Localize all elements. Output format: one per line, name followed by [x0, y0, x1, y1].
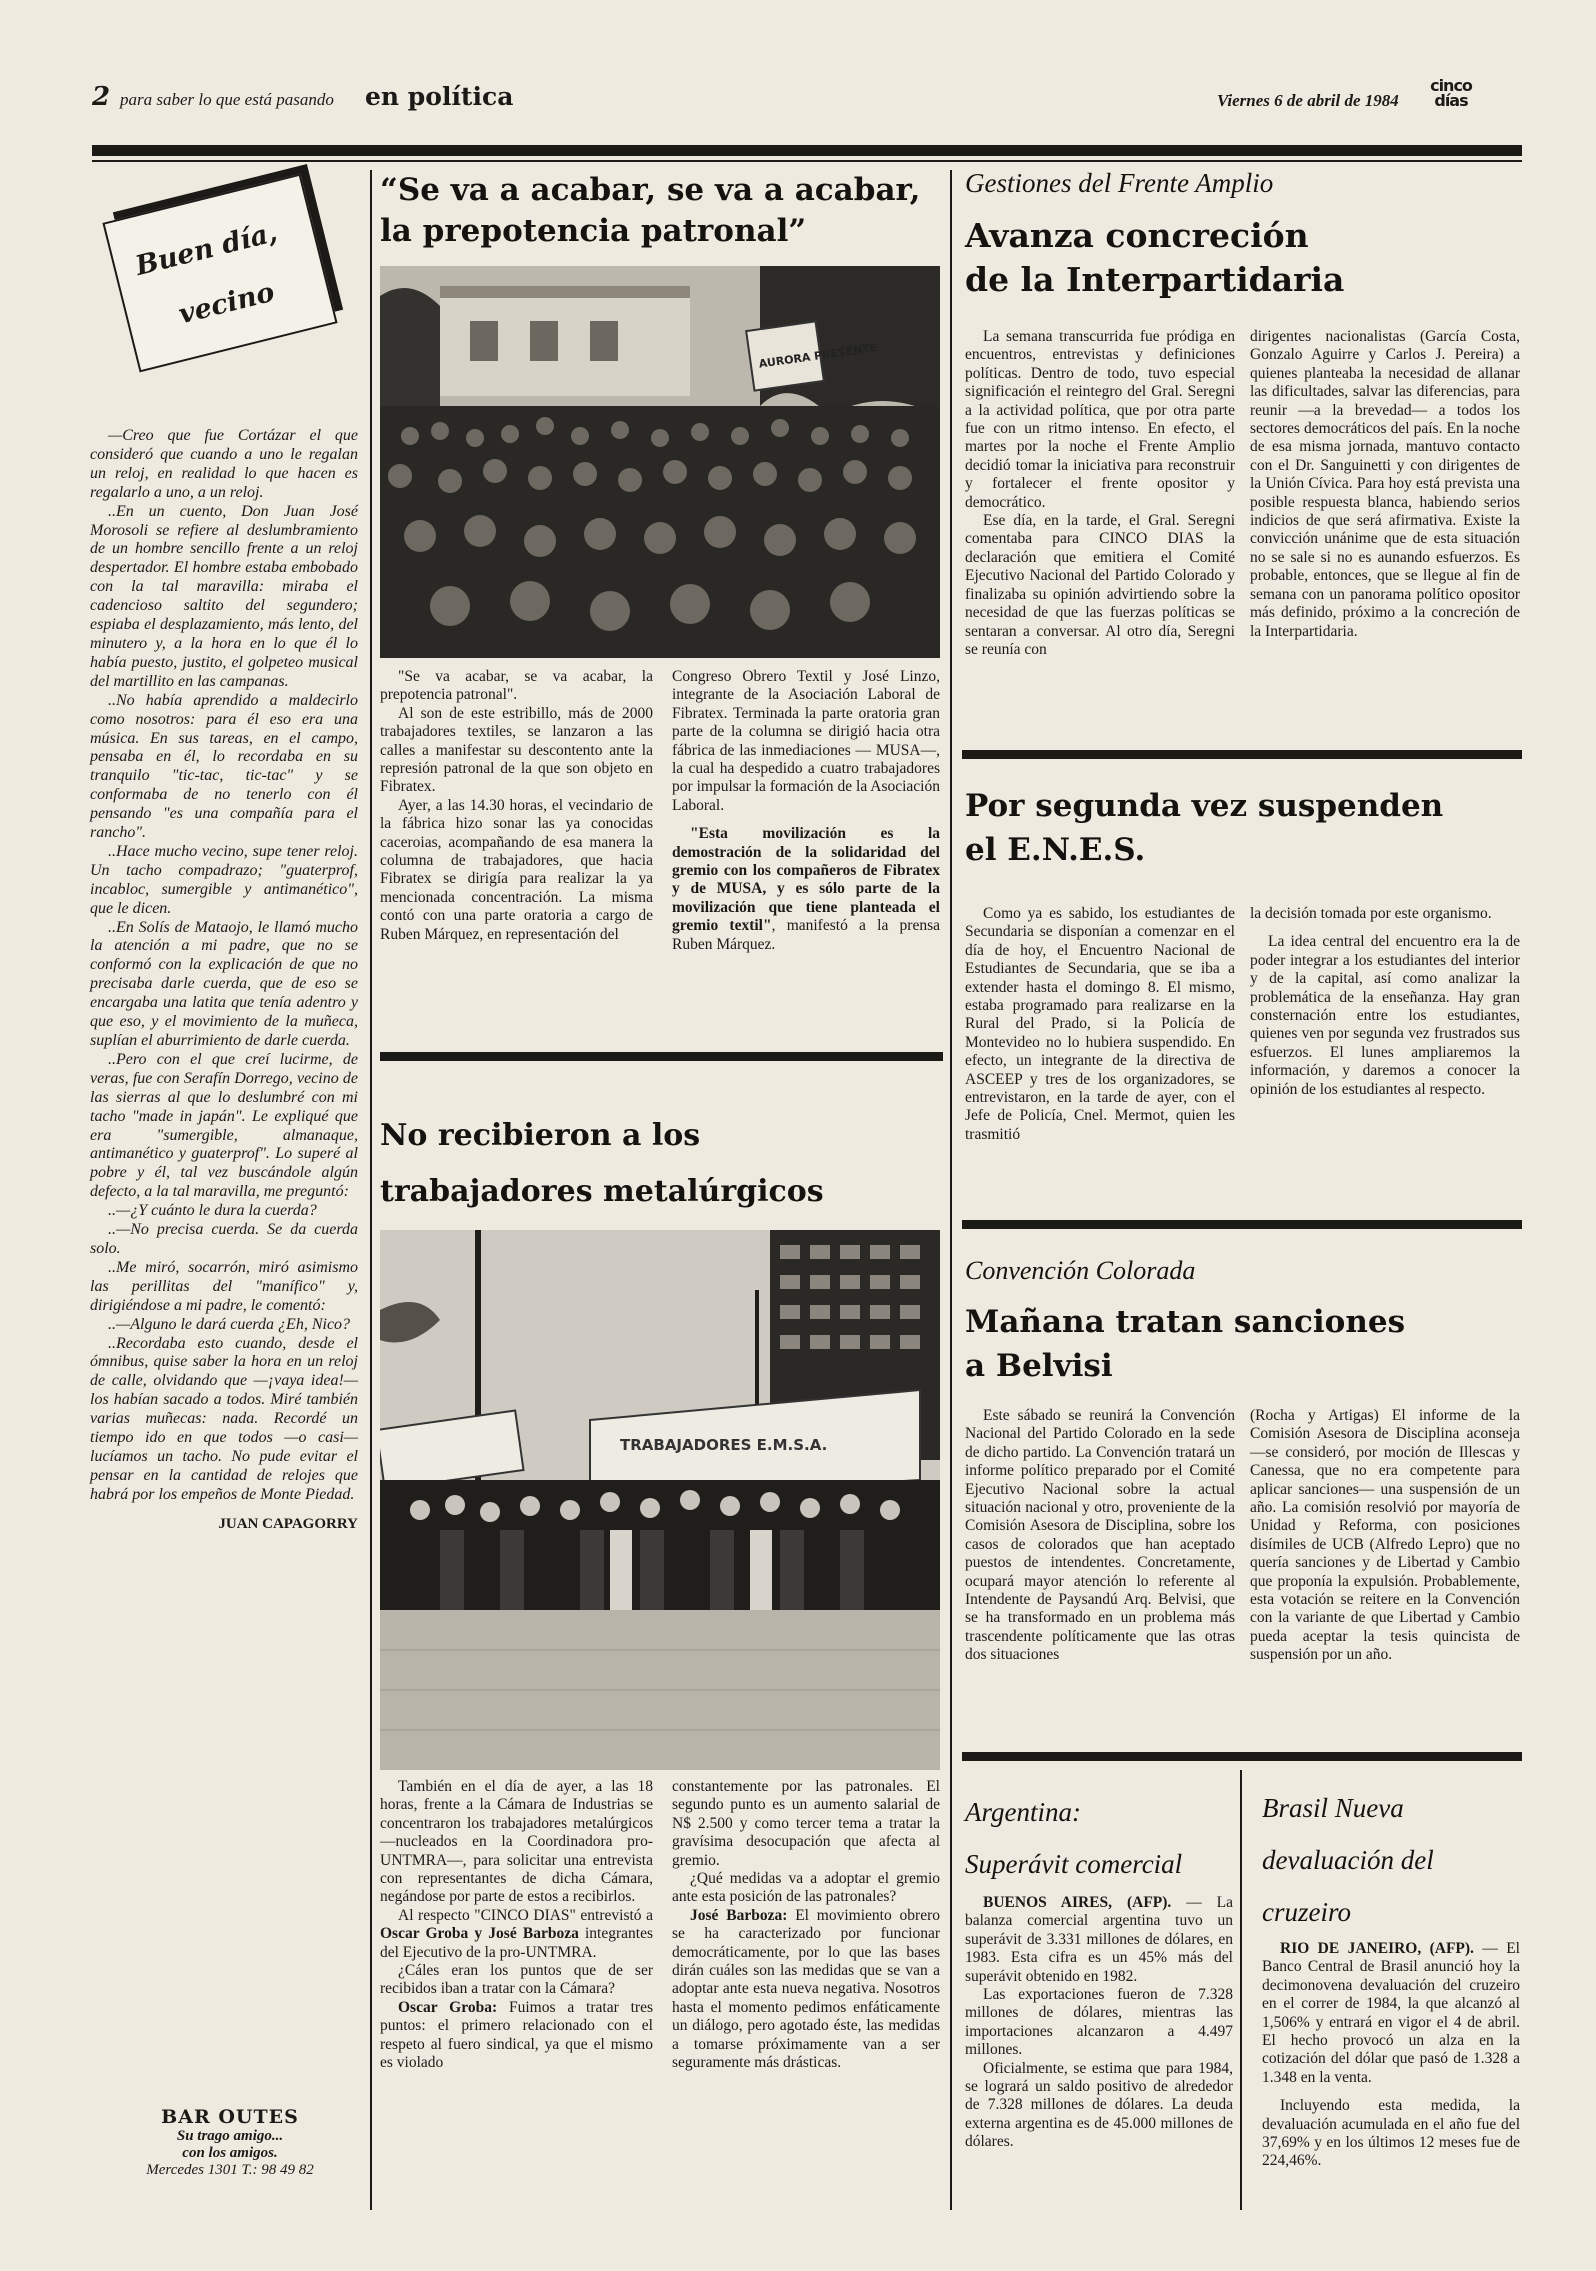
- headline-line: “Se va a acabar, se va a acabar,: [380, 172, 921, 208]
- paragraph: [672, 825, 940, 954]
- paragraph: ..Recordaba esto cuando, desde el ómnibus, quise saber la hora en un reloj de calle, olvidando que —¡vaya idea!— los habían sacado a todos. Miré también varias muñecas: nada. Recordé un tiempo ido en que todos —o casi— lucíamos un tacho. No pude evitar el pensar en la cantidad de relojes que habrá por los empeños de Monte Piedad.: [90, 1334, 358, 1503]
- speaker-name: José Barboza:: [690, 1906, 788, 1924]
- paragraph: (Rocha y Artigas) El informe de la Comisión Asesora de Disciplina aconseja —se consideró, por moción de Illescas y Canessa, que no era competente para aplicar sanciones— una suspensión de un año. La comisión resolvió por mayoría de Unidad y Reforma, con posiciones disímiles de UCB (Alfredo Lepro) que no quería sanciones y de Libertad y Cambio que proponía la expulsión. Probablemente, esta votación se reitere en la Convención con la variante de que Libertad y Cambio pueda aceptar la tesis quincista de suspensión por un año.: [1250, 1407, 1520, 1664]
- headline-line: la prepotencia patronal”: [380, 213, 807, 249]
- headline-line: Avanza concreción: [965, 216, 1309, 255]
- author-signature: JUAN CAPAGORRY: [218, 1515, 358, 1532]
- ad-name: BAR OUTES: [161, 2106, 299, 2128]
- paragraph: Oficialmente, se estima que para 1984, se logrará un saldo positivo de alrededor de 7.328 millones de dólares. La deuda externa argentina es de 45.000 millones de dólares.: [965, 2059, 1233, 2151]
- paragraph: ..Pero con el que creí lucirme, de veras, fue con Serafín Dorrego, vecino de las sierras al que lo deslumbré con mi tacho "made in japán". Le expliqué que era "sumergible, almanaque, antimanético y guaterprof". Lo superé al pobre y él, tal vez buscándole algún defecto, a la tal maravilla, me preguntó:: [90, 1050, 358, 1201]
- paragraph: ..—¿Y cuánto le dura la cuerda?: [108, 1202, 317, 1220]
- dateline: BUENOS AIRES, (AFP).: [983, 1894, 1172, 1911]
- headline-line: trabajadores metalúrgicos: [380, 1174, 824, 1209]
- speaker-name: Oscar Groba:: [398, 1998, 498, 2016]
- kicker-line: cruzeiro: [1262, 1897, 1351, 1927]
- headline-line: el E.N.E.S.: [965, 832, 1146, 868]
- masthead: [92, 78, 1522, 118]
- paragraph: [965, 1894, 1233, 1986]
- paragraph: La semana transcurrida fue pródiga en encuentros, entrevistas y definiciones políticas. Dentro de todo, tuvo especial significación el reintegro del Gral. Seregni a la actividad política, que por otra parte fue con un ritmo intenso. En efecto, el martes por la noche el Frente Amplio decidió tomar la iniciativa para reconstruir y fortalecer el frente opositor y democrático.: [965, 328, 1235, 511]
- paragraph: [380, 1907, 653, 1962]
- paragraph: "Se va acabar, se va acabar, la prepotencia patronal".: [380, 668, 653, 704]
- text-run: — El Banco Central de Brasil anunció hoy la decimonovena devaluación del cruzeiro en el correr de 1984, la que alcanzó al 1,506% y entrará en vigor el 4 de abril. El hecho provocó un alza en la cotización del dólar que pasó de 1.328 a 1.348 en la venta.: [1262, 1940, 1520, 2086]
- buen-dia-box: [88, 176, 358, 356]
- fibratex-col-2: [672, 668, 940, 954]
- frente-col-1: [965, 328, 1235, 659]
- enes-headline: [965, 784, 1520, 872]
- paragraph: También en el día de ayer, a las 18 horas, frente a la Cámara de Industrias se concentraron los trabajadores metalúrgicos —nucleados en la Coordinadora pro-UNTMRA—, para solicitar una entrevista con representantes de dicha Cámara, negándose por parte de estos a recibirlos.: [380, 1778, 653, 1906]
- bold-quote: "Esta movilización es la demostración de la solidaridad del gremio con los compañeros de Fibratex y de MUSA, y es sólo parte de la movilización que tiene planteada el gremio textil": [672, 825, 940, 935]
- bold-names: Oscar Groba y José Barboza: [380, 1925, 579, 1943]
- paragraph: Ese día, en la tarde, el Gral. Seregni comentaba para CINCO DIAS la declaración que emitiera el Comité Ejecutivo Nacional del Partido Colorado y finalizaba su opinión advirtiendo sobre la necesidad de que las fuerzas políticas se sentaran a conversar. Al otro día, Seregni se reunía con: [965, 512, 1235, 658]
- headline-line: Por segunda vez suspenden: [965, 788, 1444, 824]
- banner-text: TRABAJADORES E.M.S.A.: [620, 1436, 828, 1454]
- masthead-tagline: para saber lo que está pasando: [120, 90, 334, 109]
- paragraph: Al son de este estribillo, más de 2000 trabajadores textiles, se lanzaron a las calles a manifestar su descontento ante la represión patronal de la que son objeto en Fibratex.: [380, 704, 653, 796]
- colorada-col-1: [965, 1407, 1235, 1665]
- text-run: Al respecto "CINCO DIAS" entrevistó a: [398, 1906, 653, 1924]
- fibratex-col-1: [380, 668, 653, 944]
- section-rule: [962, 1220, 1522, 1229]
- frente-headline: [965, 214, 1520, 302]
- column-divider: [950, 170, 952, 2210]
- paragraph: ..No había aprendido a maldecirlo como nosotros: para él eso era una música. En sus tareas, en el campo, pensaba en él, lo recordaba en su tranquilo "tic-tac, tic-tac" y se conformaba de no tenerlo con él pensando "es una compañía para el rancho".: [90, 691, 358, 842]
- paragraph: constantemente por las patronales. El segundo punto es un aumento salarial de N$ 2.500 y como tercer tema a tratar la gravísima desocupación que afecta al gremio.: [672, 1778, 940, 1869]
- page-number: 2: [92, 82, 111, 112]
- crowd-photo-illustration: [380, 266, 940, 658]
- paragraph: La idea central del encuentro era la de poder integrar a los estudiantes del interior y de la capital, así como analizar la problemática de la enseñanza. Hay gran consternación entre los estudiantes, quienes ven por segunda vez frustrados sus esfuerzos. El lunes ampliaremos la información, y daremos a conocer la opinión de los estudiantes al respecto.: [1250, 933, 1520, 1098]
- headline-line: de la Interpartidaria: [965, 260, 1345, 299]
- colorada-headline: [965, 1300, 1520, 1388]
- section-rule: [380, 1052, 943, 1061]
- headline-line: Mañana tratan sanciones: [965, 1304, 1406, 1340]
- frente-kicker: Gestiones del Frente Amplio: [965, 168, 1274, 198]
- paragraph: —Creo que fue Cortázar el que consideró que cuando a uno le regalan un reloj, en realidad lo que hacen es regalarlo a uno, a un reloj.: [90, 427, 358, 501]
- kicker-line: devaluación del: [1262, 1845, 1434, 1875]
- paragraph: Congreso Obrero Textil y José Linzo, integrante de la Asociación Laboral de Fibratex. Terminada la parte oratoria gran parte de la columna se dirigió hacia otra fábrica de las inmediaciones — MUSA—, la cual ha despedido a cuatro trabajadores por impulsar la formación de la Asociación Laboral.: [672, 668, 940, 814]
- fibratex-protest-photo: [380, 266, 940, 658]
- buen-dia-title-1: Buen día,: [132, 216, 281, 283]
- text-run: Fuimos a tratar tres puntos: el primero relacionado con el respeto al fuero sindical, ya que el mismo es violado: [380, 1998, 653, 2072]
- enes-col-2: [1250, 905, 1520, 1099]
- ad-line: con los amigos.: [182, 2145, 278, 2161]
- paragraph: Este sábado se reunirá la Convención Nacional del Partido Colorado en la sede de dicho partido. La Convención tratará un informe político preparado por el Comité Ejecutivo Nacional sobre la actual situación nacional y otro, proveniente de la Comisión Asesora de Disciplina, sobre los casos de colorados que han aceptado puestos de intendentes. Concretamente, ocupará mayor atención lo referente al Intendente de Paysandú Arq. Belvisi, que se ha transformado en un problema más trascendente políticamente que las otras dos situaciones: [965, 1407, 1235, 1664]
- masthead-rule: [92, 145, 1522, 156]
- text-run: El movimiento obrero se ha caracterizado por funcionar democráticamente, por lo que las bases dirán cuáles son las medidas que se van a adoptar ante esta nueva negativa. Nosotros hasta el momento pedimos enfáticamente un diálogo, pero agotado éste, las medidas a tomarse próximamente van a ser seguramente más drásticas.: [672, 1906, 940, 2072]
- masthead-rule-thin: [92, 160, 1522, 162]
- dateline: RIO DE JANEIRO, (AFP).: [1280, 1940, 1474, 1957]
- ad-line: Mercedes 1301 T.: 98 49 82: [146, 2162, 314, 2178]
- ad-line: Su trago amigo...: [176, 2128, 284, 2144]
- headline-line: No recibieron a los: [380, 1118, 701, 1153]
- fibratex-headline: [380, 170, 940, 252]
- paragraph: Ayer, a las 14.30 horas, el vecindario de la fábrica hizo sonar las ya conocidas caceroias, acompañando de esa manera la columna de trabajadores, que hacia Fibratex se dirigía para realizar la ya mencionada concentración. La misma contó con una parte oratoria a cargo de Ruben Márquez, en representación del: [380, 796, 653, 943]
- masthead-logo: cinco días: [1430, 76, 1472, 110]
- quote-tail: , manifestó a la prensa Ruben Márquez.: [672, 917, 940, 953]
- kicker-line: Brasil Nueva: [1262, 1793, 1404, 1823]
- section-rule: [962, 750, 1522, 759]
- kicker-line: Superávit comercial: [965, 1849, 1183, 1879]
- masthead-date: Viernes 6 de abril de 1984: [1217, 91, 1399, 110]
- colorada-col-2: [1250, 1407, 1520, 1665]
- buen-dia-text: [90, 427, 358, 1534]
- paragraph: ..Hace mucho vecino, supe tener reloj. Un tacho compadrazo; "guaterprof, incabloc, sumergible y antimanético", que le dicen.: [90, 842, 358, 917]
- argentina-kicker: [965, 1786, 1235, 1890]
- paragraph: Las exportaciones fueron de 7.328 millones de dólares, mientras las importaciones alcanzaron a 4.497 millones.: [965, 1986, 1233, 2059]
- section-name: en política: [365, 82, 514, 111]
- section-rule: [962, 1752, 1522, 1761]
- headline-line: a Belvisi: [965, 1348, 1113, 1384]
- argentina-text: [965, 1894, 1233, 2152]
- paragraph: ..En Solís de Mataojo, le llamó mucho la atención a mi padre, que no se conformó con la explicación de que no precisaba darle cuerda, que de eso se encargaba una latita que tenía adentro y que eso, y el movimiento de la muñeca, suplían el aburrimiento de darle cuerda.: [90, 918, 358, 1049]
- column-divider: [1240, 1770, 1242, 2210]
- metal-col-2: [672, 1778, 940, 2073]
- brasil-kicker: [1262, 1782, 1522, 1938]
- paragraph: ..En un cuento, Don Juan José Morosoli se refiere al deslumbramiento de un hombre sencillo frente a un reloj despertador. El hombre estaba embobado con la tal maravilla: miraba el cadencioso saltito del segundero; espiaba el desplazamiento, más lento, del minutero y, a la hora en lo que él lo había puesto, justito, el golpeteo musical del martillito en las campanas.: [90, 502, 358, 690]
- text-run: — La balanza comercial argentina tuvo un superávit de 3.331 millones de dólares, en 1983. Esta cifra es un 45% más del superávit obtenido en 1982.: [965, 1894, 1233, 1985]
- paragraph: ..—No precisa cuerda. Se da cuerda solo.: [90, 1221, 358, 1257]
- street-photo-illustration: [380, 1230, 940, 1770]
- brasil-text: [1262, 1940, 1520, 2171]
- metal-headline: [380, 1108, 940, 1220]
- frente-col-2: [1250, 328, 1520, 641]
- enes-col-1: [965, 905, 1235, 1144]
- metal-col-1: [380, 1778, 653, 2073]
- paragraph: Como ya es sabido, los estudiantes de Secundaria se disponían a comenzar en el día de hoy, el Encuentro Nacional de Estudiantes de Secundaria, que se iba a extender hasta el domingo 8. El mismo, estaba programado para realizarse en la Rural del Prado, si la Policía de Montevideo no lo hubiera suspendido. En efecto, un integrante de la directiva de ASCEEP y tres de los organizadores, se entrevistaron, en la tarde de ayer, con el Jefe de Policía, Cnel. Mermot, quien les trasmitió: [965, 905, 1235, 1143]
- paragraph: ¿Qué medidas va a adoptar el gremio ante esta posición de las patronales?: [672, 1870, 940, 1906]
- bar-outes-ad: [110, 2106, 350, 2196]
- paragraph: ¿Cáles eran los puntos que de ser recibidos iban a tratar con la Cámara?: [380, 1962, 653, 1998]
- paragraph: [1262, 1940, 1520, 2087]
- metal-protest-photo: [380, 1230, 940, 1770]
- paragraph: la decisión tomada por este organismo.: [1250, 905, 1492, 922]
- column-divider: [370, 170, 372, 2210]
- paragraph: Incluyendo esta medida, la devaluación acumulada en el año fue del 37,69% y en los últimos 12 meses fue de 224,46%.: [1262, 2097, 1520, 2170]
- paragraph: [672, 1907, 940, 2073]
- colorada-kicker: Convención Colorada: [965, 1256, 1196, 1285]
- paragraph: ..Me miró, socarrón, miró asimismo las perillitas del "manífico" y, dirigiéndose a mi padre, le comentó:: [90, 1258, 358, 1314]
- buen-dia-title-2: vecino: [175, 276, 278, 331]
- text-run: integrantes del Ejecutivo de la pro-UNTMRA.: [380, 1925, 653, 1961]
- paragraph: [380, 1999, 653, 2073]
- kicker-line: Argentina:: [965, 1797, 1081, 1827]
- paragraph: ..—Alguno le dará cuerda ¿Eh, Nico?: [108, 1315, 351, 1333]
- banner-text: AURORA PRESENTE: [757, 341, 879, 371]
- paragraph: dirigentes nacionalistas (García Costa, Gonzalo Aguirre y Carlos J. Pereira) a quienes planteaba la necesidad de allanar las dificultades, salvar las diferencias, para reunir —a la brevedad— a todos los sectores democráticos del país. En la noche de esa misma jornada, mantuvo contacto con el Dr. Sanguinetti y con dirigentes de la Unión Cívica. Para hoy está prevista una posible respuesta blanca, habiendo serios indicios de que será afirmativa. Existe la convicción unánime que de esta situación no se sale si no es aunando esfuerzos. Es probable, entonces, que se llegue al fin de semana con un panorama político opositor más definido, próximo a la concreción de la Interpartidaria.: [1250, 328, 1520, 640]
